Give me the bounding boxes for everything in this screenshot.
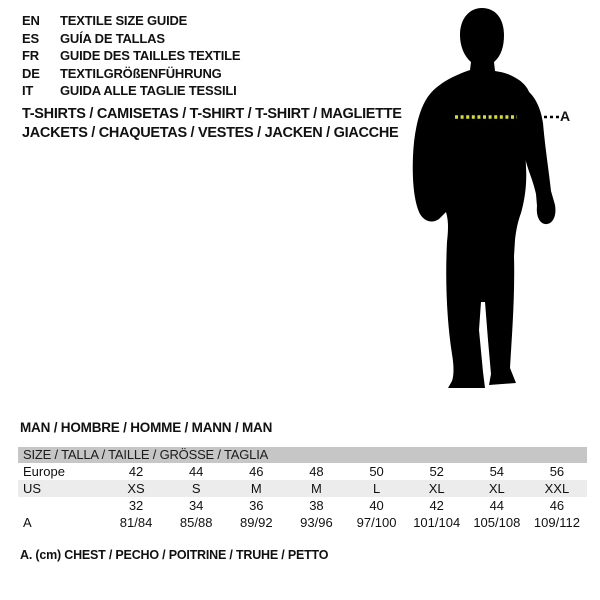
language-row [22, 65, 240, 83]
size-cell: 89/92 [240, 515, 273, 530]
size-cell: 36 [249, 498, 264, 513]
size-cell: 44 [188, 464, 204, 479]
size-cell: XL [428, 481, 445, 496]
language-title: TEXTILGRÖßENFÜHRUNG [60, 65, 222, 81]
size-cell: 52 [429, 464, 444, 479]
row-label: US [23, 481, 42, 496]
measure-label-a: A [560, 108, 571, 124]
language-code: ES [22, 30, 39, 46]
size-cell: 44 [489, 498, 505, 513]
language-code: EN [22, 13, 40, 28]
row-label [18, 497, 106, 514]
size-cell: XL [488, 481, 505, 496]
language-title: GUIDE DES TAILLES TEXTILE [60, 48, 241, 63]
size-cell: 54 [489, 464, 505, 479]
language-title: TEXTILE SIZE GUIDE [60, 13, 188, 28]
language-title: GUIDA ALLE TAGLIE TESSILI [60, 83, 237, 98]
garment-categories [22, 105, 402, 143]
language-row [22, 47, 240, 65]
size-cell: 109/112 [533, 515, 580, 530]
language-row [22, 30, 240, 48]
language-row [22, 12, 240, 30]
size-cell: 48 [309, 464, 324, 479]
size-cell: 38 [309, 498, 324, 513]
size-cell: 42 [429, 498, 444, 513]
size-cell: 85/88 [179, 515, 213, 530]
size-cell: 97/100 [356, 515, 397, 530]
size-cell: 93/96 [300, 515, 333, 530]
size-cell: M [311, 481, 322, 496]
size-cell: 105/108 [473, 515, 521, 530]
size-table-header: SIZE / TALLA / TAILLE / GRÖSSE / TAGLIA [18, 447, 587, 463]
table-row-chest-a [18, 514, 587, 531]
size-cell: 56 [549, 464, 565, 479]
size-cell: 101/104 [413, 515, 461, 530]
table-row-us [18, 480, 587, 497]
language-title: GUÍA DE TALLAS [60, 30, 165, 46]
table-row-europe [18, 463, 587, 480]
category-jackets: JACKETS / CHAQUETAS / VESTES / JACKEN / GIACCHE [22, 125, 399, 141]
row-label: A [23, 515, 32, 530]
size-cell: M [250, 481, 262, 496]
row-label: Europe [23, 464, 65, 479]
language-code: DE [22, 65, 40, 81]
size-cell: L [372, 481, 381, 496]
size-cell: XXL [544, 481, 570, 496]
size-cell: 46 [249, 464, 264, 479]
size-table [18, 447, 587, 531]
size-cell: 81/84 [119, 515, 153, 530]
section-title-man: MAN / HOMBRE / HOMME / MANN / MAN [20, 420, 273, 435]
size-cell: 40 [369, 498, 384, 513]
size-cell: S [191, 481, 201, 496]
man-silhouette [405, 5, 575, 395]
size-cell: 42 [128, 464, 144, 479]
language-code: IT [22, 83, 34, 98]
language-code: FR [22, 48, 39, 63]
size-cell: 46 [549, 498, 565, 513]
language-list [22, 12, 240, 100]
language-row [22, 82, 240, 100]
measurement-footnote: A. (cm) CHEST / PECHO / POITRINE / TRUHE / PETTO [20, 548, 329, 562]
table-row-uk [18, 497, 587, 514]
size-cell: 32 [128, 498, 144, 513]
size-cell: XS [127, 481, 145, 496]
man-body-shape [413, 8, 531, 388]
size-cell: 50 [369, 464, 384, 479]
category-tshirts: T-SHIRTS / CAMISETAS / T-SHIRT / T-SHIRT / MAGLIETTE [22, 106, 402, 122]
size-cell: 34 [188, 498, 204, 513]
